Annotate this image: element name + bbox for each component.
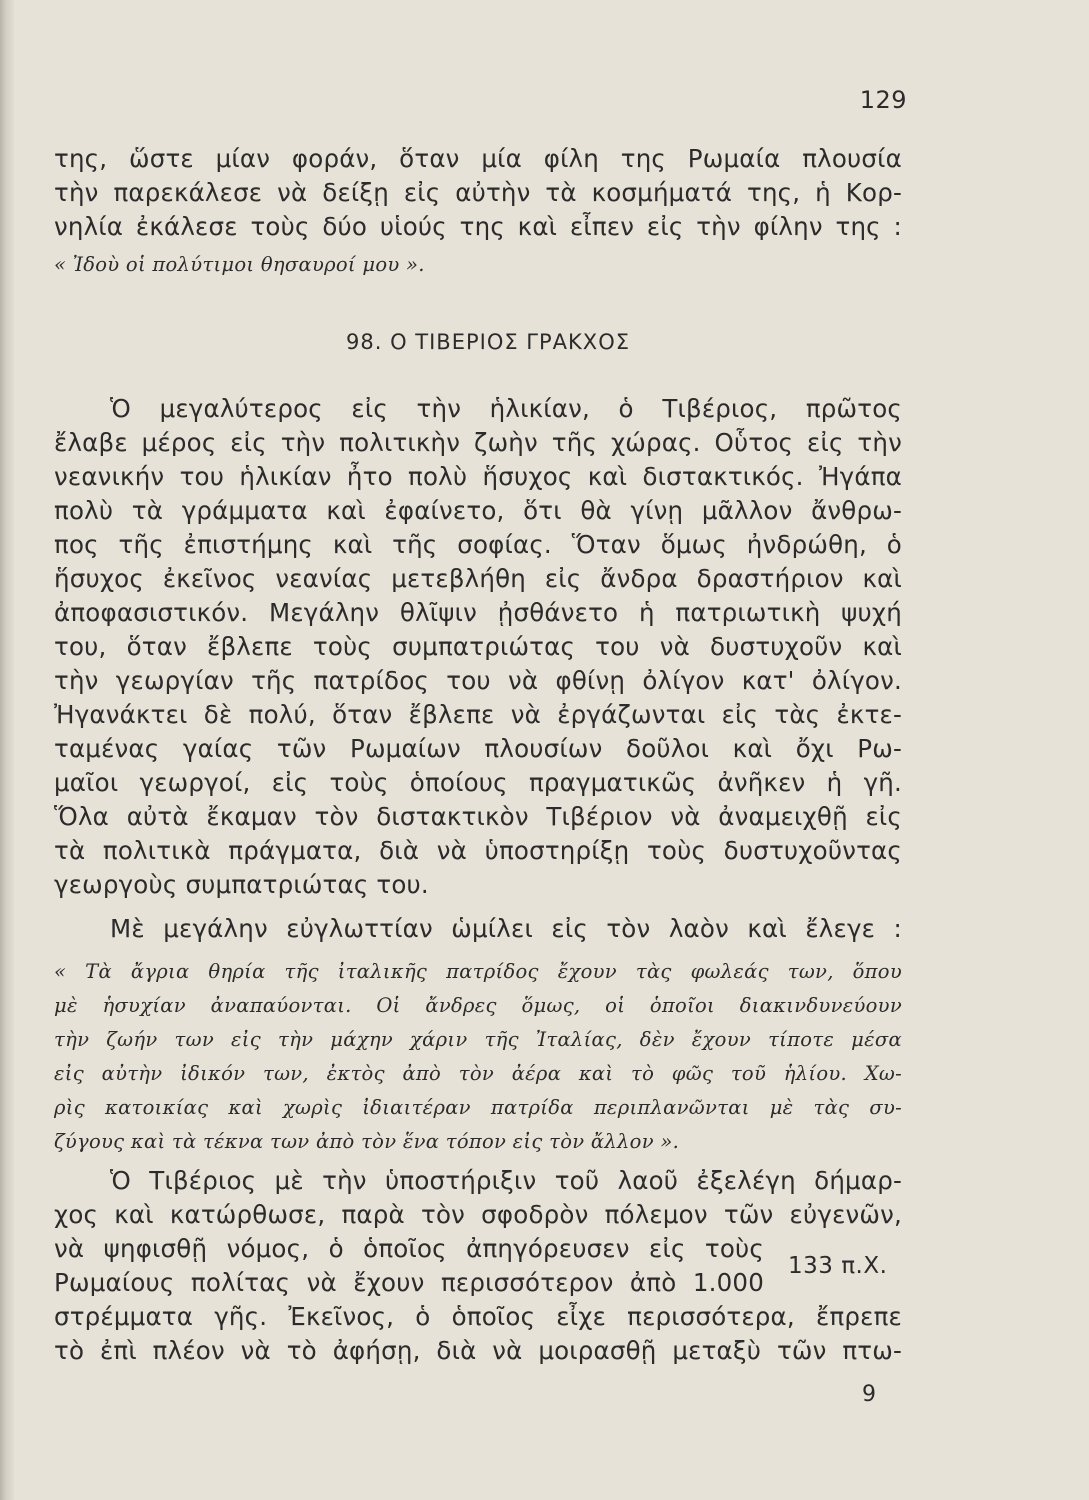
margin-date-note: 133 π.Χ.: [788, 1253, 888, 1279]
page-number: 129: [859, 86, 907, 114]
text-line: Μὲ μεγάλην εὐγλωττίαν ὡμίλει εἰς τὸν λαὸν καὶ ἔλεγε :: [110, 914, 902, 943]
text-line: τὴν γεωργίαν τῆς πατρίδος του νὰ φθίνῃ ὀλίγον κατ' ὀλίγον.: [54, 666, 902, 695]
text-line: στρέμματα γῆς. Ἐκεῖνος, ὁ ὁποῖος εἶχε περισσότερα, ἔπρεπε: [54, 1302, 902, 1331]
text-line: Ἠγανάκτει δὲ πολύ, ὅταν ἔβλεπε νὰ ἐργάζωνται εἰς τὰς ἐκτε-: [54, 700, 902, 729]
quote-line: ρὶς κατοικίας καὶ χωρὶς ἰδιαιτέραν πατρίδα περιπλανῶνται μὲ τὰς συ-: [54, 1096, 902, 1119]
text-line: νεανικήν του ἡλικίαν ἦτο πολὺ ἥσυχος καὶ διστακτικός. Ἠγάπα: [54, 462, 902, 491]
quote-line: « Τὰ ἄγρια θηρία τῆς ἰταλικῆς πατρίδος ἔχουν τὰς φωλεάς των, ὅπου: [54, 960, 902, 983]
text-line: Ὁ Τιβέριος μὲ τὴν ὑποστήριξιν τοῦ λαοῦ ἐξελέγη δήμαρ-: [110, 1166, 902, 1195]
quote-line: τὴν ζωήν των εἰς τὴν μάχην χάριν τῆς Ἰταλίας, δὲν ἔχουν τίποτε μέσα: [54, 1028, 902, 1051]
text-line: ταμένας γαίας τῶν Ρωμαίων πλουσίων δοῦλοι καὶ ὄχι Ρω-: [54, 734, 902, 763]
page-edge: [0, 0, 14, 1500]
text-line: της, ὥστε μίαν φοράν, ὅταν μία φίλη της Ρωμαία πλουσία: [54, 144, 902, 173]
quote-line: ζύγους καὶ τὰ τέκνα των ἀπὸ τὸν ἕνα τόπον εἰς τὸν ἄλλον ».: [54, 1130, 680, 1153]
text-line: ἔλαβε μέρος εἰς τὴν πολιτικὴν ζωὴν τῆς χώρας. Οὗτος εἰς τὴν: [54, 428, 902, 457]
text-line: τὸ ἐπὶ πλέον νὰ τὸ ἀφήσῃ, διὰ νὰ μοιρασθῇ μεταξὺ τῶν πτω-: [54, 1336, 902, 1365]
quote-line: εἰς αὐτὴν ἰδικόν των, ἐκτὸς ἀπὸ τὸν ἀέρα καὶ τὸ φῶς τοῦ ἡλίου. Χω-: [54, 1062, 902, 1085]
text-line: γεωργοὺς συμπατριώτας του.: [54, 870, 429, 899]
quote-line: μὲ ἡσυχίαν ἀναπαύονται. Οἱ ἄνδρες ὅμως, οἱ ὁποῖοι διακινδυνεύουν: [54, 994, 902, 1017]
text-line: ἥσυχος ἐκεῖνος νεανίας μετεβλήθη εἰς ἄνδρα δραστήριον καὶ: [54, 564, 902, 593]
text-line: ἀποφασιστικόν. Μεγάλην θλῖψιν ᾐσθάνετο ἡ πατριωτικὴ ψυχή: [54, 598, 902, 627]
text-line: τὴν παρεκάλεσε νὰ δείξῃ εἰς αὐτὴν τὰ κοσμήματά της, ἡ Κορ-: [54, 178, 902, 207]
text-line: Ρωμαίους πολίτας νὰ ἔχουν περισσότερον ἀπὸ 1.000: [54, 1268, 764, 1297]
text-line: πολὺ τὰ γράμματα καὶ ἐφαίνετο, ὅτι θὰ γίνῃ μᾶλλον ἄνθρω-: [54, 496, 902, 525]
text-line: του, ὅταν ἔβλεπε τοὺς συμπατριώτας του νὰ δυστυχοῦν καὶ: [54, 632, 902, 661]
text-line: νὰ ψηφισθῇ νόμος, ὁ ὁποῖος ἀπηγόρευσεν εἰς τοὺς: [54, 1234, 764, 1263]
text-line: νηλία ἐκάλεσε τοὺς δύο υἱούς της καὶ εἶπεν εἰς τὴν φίλην της :: [54, 212, 902, 241]
text-line: πος τῆς ἐπιστήμης καὶ τῆς σοφίας. Ὅταν ὅμως ἠνδρώθη, ὁ: [54, 530, 902, 559]
quote-line: « Ἰδοὺ οἱ πολύτιμοι θησαυροί μου ».: [54, 253, 425, 276]
text-line: Ὁ μεγαλύτερος εἰς τὴν ἡλικίαν, ὁ Τιβέριος, πρῶτος: [110, 394, 902, 423]
signature-mark: 9: [862, 1382, 876, 1407]
text-line: Ὅλα αὐτὰ ἔκαμαν τὸν διστακτικὸν Τιβέριον νὰ ἀναμειχθῇ εἰς: [54, 802, 902, 831]
section-heading: 98. Ο ΤΙΒΕΡΙΟΣ ΓΡΑΚΧΟΣ: [346, 330, 630, 354]
text-line: τὰ πολιτικὰ πράγματα, διὰ νὰ ὑποστηρίξῃ τοὺς δυστυχοῦντας: [54, 836, 902, 865]
text-line: χος καὶ κατώρθωσε, παρὰ τὸν σφοδρὸν πόλεμον τῶν εὐγενῶν,: [54, 1200, 902, 1229]
text-line: μαῖοι γεωργοί, εἰς τοὺς ὁποίους πραγματικῶς ἀνῆκεν ἡ γῆ.: [54, 768, 902, 797]
